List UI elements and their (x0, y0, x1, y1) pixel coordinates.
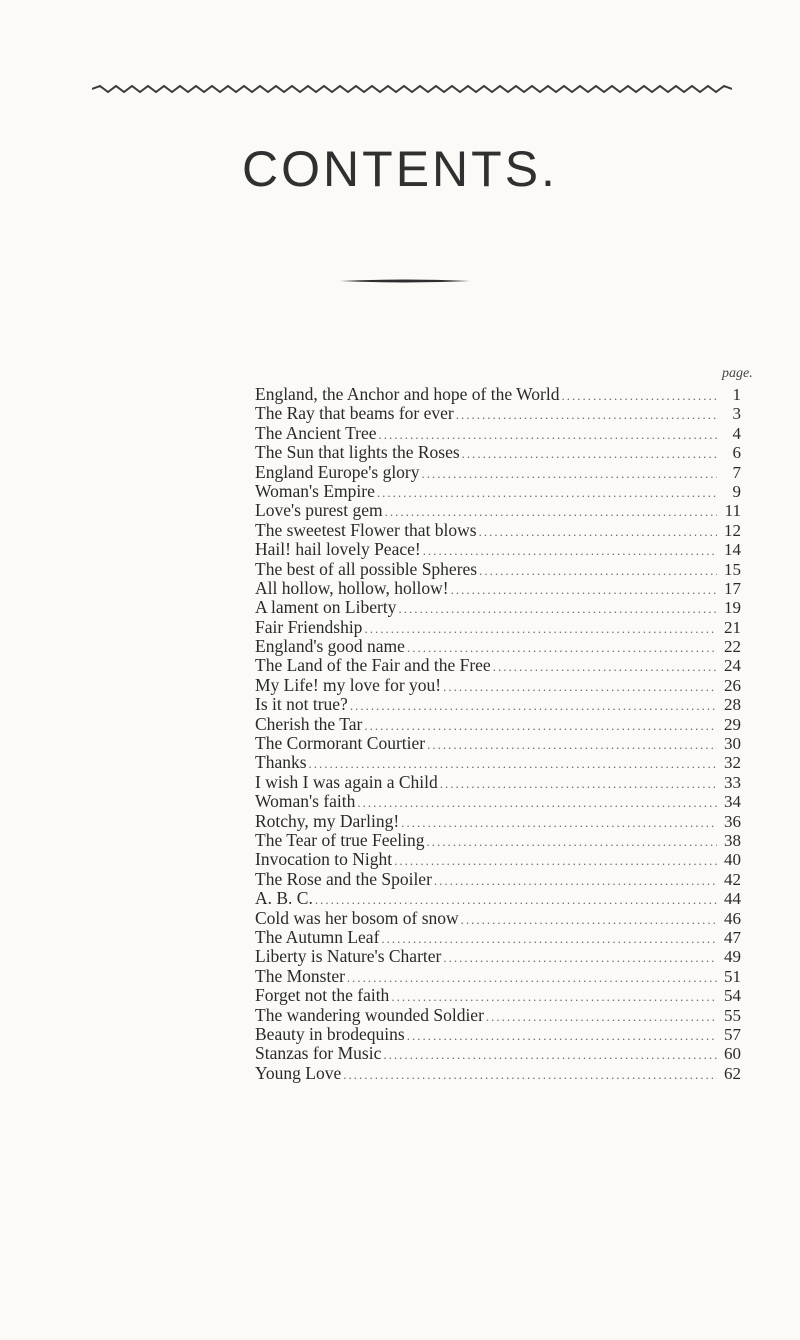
dot-leader (381, 1045, 717, 1064)
dot-leader (477, 561, 717, 580)
toc-entry-page-number: 30 (724, 734, 741, 754)
dot-leader (389, 987, 717, 1006)
toc-entry-page-number: 26 (724, 675, 741, 695)
page-column-header: page. (722, 366, 753, 381)
toc-entry (255, 812, 741, 831)
dot-leader (441, 677, 717, 696)
dot-leader (438, 774, 717, 793)
toc-entry-page-number: 34 (724, 792, 741, 812)
toc-entry-title: Thanks (255, 752, 307, 773)
toc-entry-title: Love's purest gem (255, 500, 383, 521)
dot-leader (484, 1007, 717, 1026)
toc-entry-page-number: 9 (732, 481, 741, 501)
toc-entry (255, 928, 741, 947)
dot-leader (425, 832, 718, 851)
toc-entry-page-number: 55 (724, 1005, 741, 1025)
toc-entry-page-number: 1 (732, 385, 741, 404)
toc-entry-page-number: 17 (724, 578, 741, 598)
toc-entry (255, 560, 741, 579)
decorative-border-ornament (92, 84, 732, 94)
toc-entry (255, 1025, 741, 1044)
toc-entry-title: The Tear of true Feeling (255, 829, 425, 850)
toc-entry-title: Rotchy, my Darling! (255, 810, 400, 831)
toc-entry-title: A lament on Liberty (255, 597, 397, 618)
toc-entry-page-number: 6 (732, 443, 741, 463)
toc-entry (255, 695, 741, 714)
table-of-contents (255, 385, 741, 1083)
toc-entry (255, 773, 741, 792)
toc-entry (255, 656, 741, 675)
toc-entry-title: The Monster (255, 965, 345, 986)
toc-entry-page-number: 14 (724, 540, 741, 560)
toc-entry-title: Is it not true? (255, 694, 348, 715)
dot-leader (491, 657, 717, 676)
toc-entry (255, 598, 741, 617)
toc-entry-title: Hail! hail lovely Peace! (255, 539, 421, 560)
toc-entry (255, 501, 741, 520)
toc-entry-page-number: 11 (724, 501, 741, 521)
toc-entry-page-number: 44 (724, 889, 741, 909)
toc-entry (255, 676, 741, 695)
dot-leader (399, 813, 717, 832)
toc-entry (255, 715, 741, 734)
toc-entry-page-number: 46 (724, 908, 741, 928)
dot-leader (477, 522, 717, 541)
toc-entry-title: Cold was her bosom of snow (255, 907, 459, 928)
toc-entry-title: Woman's faith (255, 791, 356, 812)
toc-entry-page-number: 28 (724, 695, 741, 715)
toc-entry (255, 909, 741, 928)
toc-entry-page-number: 22 (724, 637, 741, 657)
page-title: CONTENTS. (242, 141, 558, 197)
toc-entry-page-number: 36 (724, 811, 741, 831)
dot-leader (396, 599, 717, 618)
toc-entry-title: Fair Friendship (255, 616, 363, 637)
toc-entry-page-number: 54 (724, 986, 741, 1006)
dot-leader (441, 948, 717, 967)
toc-entry (255, 1006, 741, 1025)
dot-leader (454, 405, 717, 424)
dot-leader (313, 890, 717, 909)
dot-leader (459, 910, 717, 929)
toc-entry (255, 443, 741, 462)
toc-entry (255, 792, 741, 811)
toc-entry-title: The sweetest Flower that blows (255, 519, 477, 540)
toc-entry-title: Forget not the faith (255, 985, 390, 1006)
toc-entry (255, 1064, 741, 1083)
toc-entry-page-number: 29 (724, 714, 741, 734)
toc-entry (255, 831, 741, 850)
toc-entry (255, 1044, 741, 1063)
toc-entry-page-number: 4 (732, 423, 741, 443)
toc-entry-title: All hollow, hollow, hollow! (255, 577, 449, 598)
toc-entry-title: The Ancient Tree (255, 422, 377, 443)
dot-leader (432, 871, 717, 890)
toc-entry-page-number: 49 (724, 947, 741, 967)
toc-entry-page-number: 38 (724, 830, 741, 850)
dot-leader (383, 502, 717, 521)
toc-entry (255, 870, 741, 889)
dot-leader (362, 619, 717, 638)
toc-entry-page-number: 33 (724, 772, 741, 792)
toc-entry-title: Stanzas for Music (255, 1043, 382, 1064)
toc-entry-page-number: 21 (724, 617, 741, 637)
toc-entry (255, 540, 741, 559)
toc-entry-page-number: 47 (724, 927, 741, 947)
toc-entry (255, 986, 741, 1005)
toc-entry-title: The Cormorant Courtier (255, 733, 426, 754)
toc-entry-title: England's good name (255, 636, 405, 657)
toc-entry-page-number: 7 (732, 462, 741, 482)
toc-entry-title: The Land of the Fair and the Free (255, 655, 491, 676)
toc-entry-title: The Autumn Leaf (255, 926, 380, 947)
dot-leader (375, 483, 717, 502)
toc-entry-title: The Ray that beams for ever (255, 403, 454, 424)
toc-entry-title: The wandering wounded Soldier (255, 1004, 484, 1025)
dot-leader (307, 754, 717, 773)
dot-leader (421, 541, 717, 560)
toc-entry (255, 889, 741, 908)
toc-entry-page-number: 40 (724, 850, 741, 870)
toc-entry-title: I wish I was again a Child (255, 771, 438, 792)
toc-entry (255, 947, 741, 966)
toc-entry-title: Young Love (255, 1062, 342, 1083)
dot-leader (460, 444, 717, 463)
dot-leader (392, 851, 717, 870)
toc-entry (255, 521, 741, 540)
toc-entry-page-number: 60 (724, 1044, 741, 1064)
toc-entry (255, 579, 741, 598)
toc-entry (255, 734, 741, 753)
dot-leader (355, 793, 717, 812)
toc-entry-title: England, the Anchor and hope of the World (255, 384, 560, 404)
toc-entry (255, 482, 741, 501)
toc-entry (255, 618, 741, 637)
dot-leader (420, 464, 717, 483)
toc-entry-title: The Rose and the Spoiler (255, 868, 432, 889)
toc-entry (255, 850, 741, 869)
dot-leader (405, 1026, 717, 1045)
toc-entry-title: Invocation to Night (255, 849, 393, 870)
toc-entry-title: Liberty is Nature's Charter (255, 946, 442, 967)
toc-entry-page-number: 62 (724, 1063, 741, 1083)
toc-entry-title: England Europe's glory (255, 461, 420, 482)
toc-entry-page-number: 3 (732, 404, 741, 424)
dot-leader (345, 968, 717, 987)
toc-entry-page-number: 32 (724, 753, 741, 773)
dot-leader (559, 386, 717, 405)
toc-entry-page-number: 15 (724, 559, 741, 579)
toc-entry (255, 967, 741, 986)
toc-entry-title: My Life! my love for you! (255, 674, 442, 695)
toc-entry (255, 424, 741, 443)
toc-entry-page-number: 19 (724, 598, 741, 618)
dot-leader (341, 1065, 717, 1084)
toc-entry-title: Cherish the Tar (255, 713, 363, 734)
toc-entry-title: The best of all possible Spheres (255, 558, 478, 579)
toc-entry (255, 385, 741, 404)
toc-entry (255, 753, 741, 772)
toc-entry (255, 637, 741, 656)
toc-entry-page-number: 42 (724, 869, 741, 889)
dot-leader (449, 580, 717, 599)
toc-entry-title: The Sun that lights the Roses (255, 442, 460, 463)
toc-entry-title: A. B. C. (255, 888, 313, 909)
toc-entry (255, 463, 741, 482)
toc-entry-page-number: 51 (724, 966, 741, 986)
toc-entry-title: Beauty in brodequins (255, 1023, 405, 1044)
decorative-rule (340, 278, 470, 284)
toc-entry-page-number: 57 (724, 1024, 741, 1044)
toc-entry-title: Woman's Empire (255, 480, 375, 501)
dot-leader (425, 735, 717, 754)
dot-leader (348, 696, 717, 715)
toc-entry-page-number: 12 (724, 520, 741, 540)
toc-entry-page-number: 24 (724, 656, 741, 676)
toc-entry (255, 404, 741, 423)
